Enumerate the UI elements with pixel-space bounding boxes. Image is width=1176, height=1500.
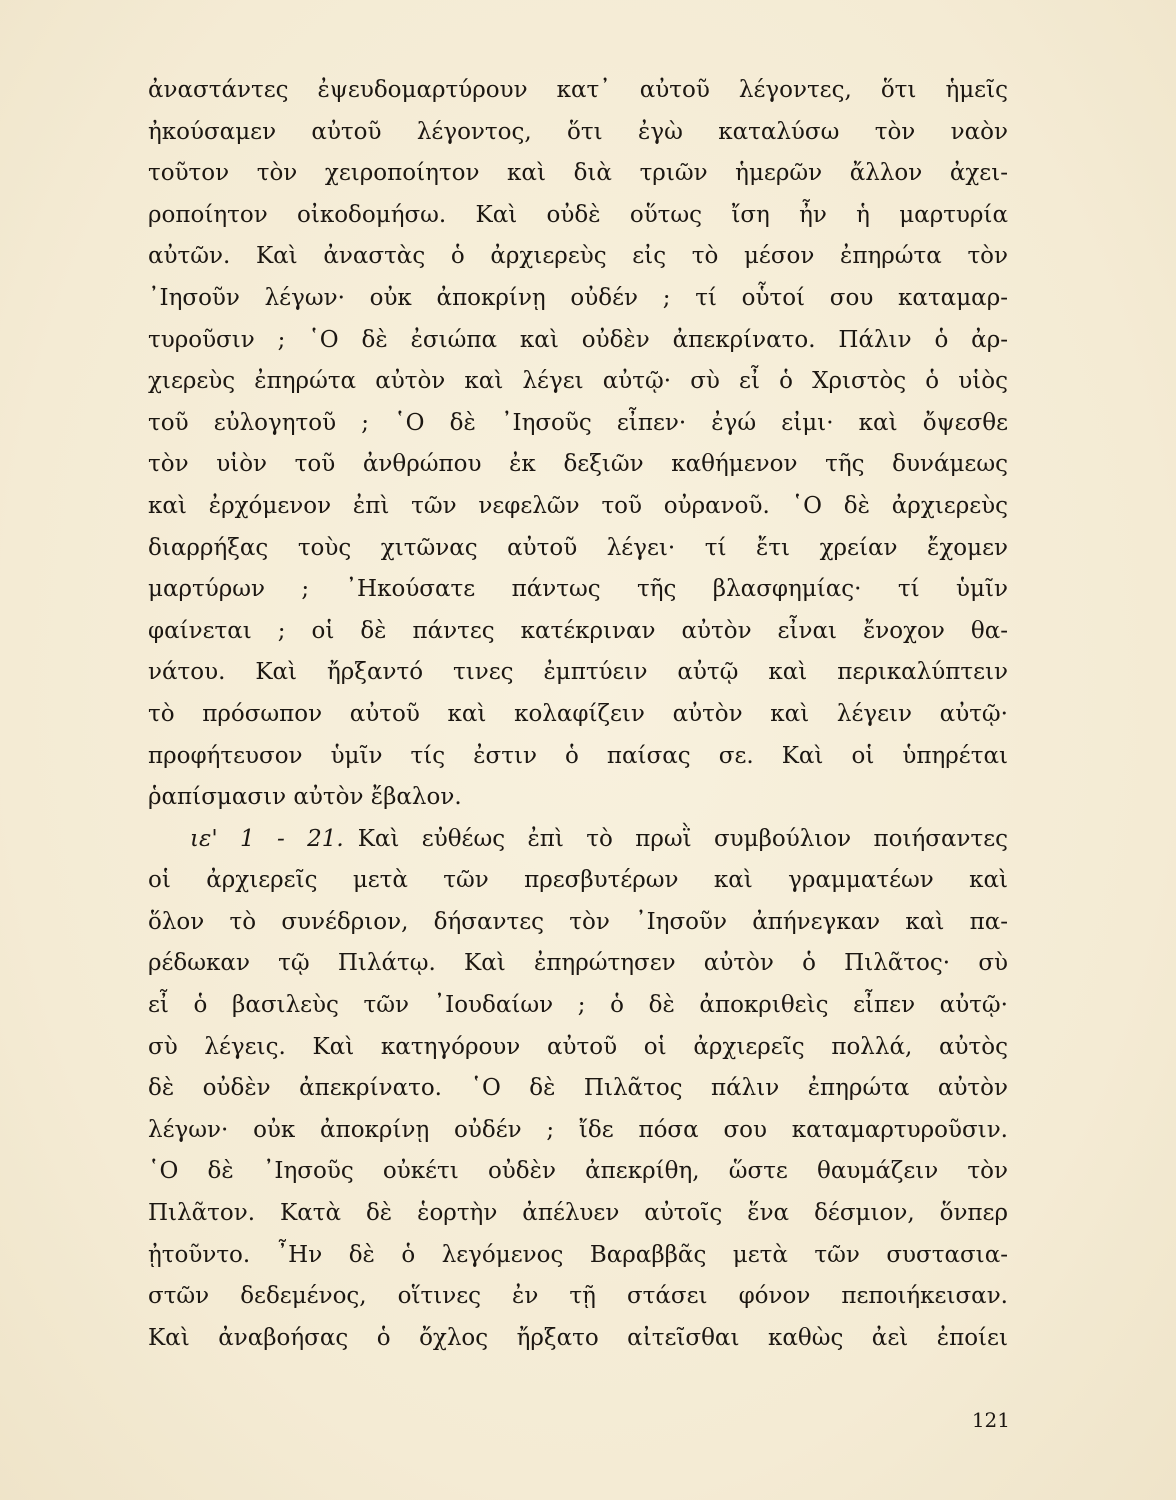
text-line: χιερεὺς ἐπηρώτα αὐτὸν καὶ λέγει αὐτῷ· σὺ εἶ ὁ Χριστὸς ὁ υἱὸς: [148, 368, 1008, 395]
text-line: ῥαπίσμασιν αὐτὸν ἔβαλον.: [148, 784, 462, 811]
text-line: φαίνεται ; οἱ δὲ πάντες κατέκριναν αὐτὸν εἶναι ἔνοχον θα-: [148, 617, 1008, 644]
body-text: [148, 70, 1008, 1359]
text-line: οἱ ἀρχιερεῖς μετὰ τῶν πρεσβυτέρων καὶ γραμματέων καὶ: [148, 867, 1008, 894]
text-line: λέγων· οὐκ ἀποκρίνῃ οὐδέν ; ἴδε πόσα σου καταμαρτυροῦσιν.: [148, 1116, 1008, 1143]
section-reference: ιε' 1 - 21.: [190, 825, 344, 852]
text-line: διαρρήξας τοὺς χιτῶνας αὐτοῦ λέγει· τί ἔτι χρείαν ἔχομεν: [148, 534, 1008, 561]
text-line: ἀναστάντες ἐψευδομαρτύρουν κατ᾿ αὐτοῦ λέγοντες, ὅτι ἡμεῖς: [148, 77, 1008, 103]
text-line: εἶ ὁ βασιλεὺς τῶν ᾿Ιουδαίων ; ὁ δὲ ἀποκριθεὶς εἶπεν αὐτῷ·: [148, 992, 1008, 1019]
text-line: μαρτύρων ; ᾿Ηκούσατε πάντως τῆς βλασφημίας· τί ὑμῖν: [148, 576, 1008, 603]
text-line: τοῦτον τὸν χειροποίητον καὶ διὰ τριῶν ἡμερῶν ἄλλον ἀχει-: [148, 160, 1008, 187]
text-line: δὲ οὐδὲν ἀπεκρίνατο. ῾Ο δὲ Πιλᾶτος πάλιν ἐπηρώτα αὐτὸν: [148, 1075, 1008, 1102]
text-line: καὶ ἐρχόμενον ἐπὶ τῶν νεφελῶν τοῦ οὐρανοῦ. ῾Ο δὲ ἀρχιερεὺς: [148, 492, 1008, 519]
text-line: στῶν δεδεμένος, οἵτινες ἐν τῇ στάσει φόνον πεποιήκεισαν.: [148, 1283, 1008, 1310]
text-line: ῾Ο δὲ ᾿Ιησοῦς οὐκέτι οὐδὲν ἀπεκρίθη, ὥστε θαυμάζειν τὸν: [148, 1158, 1008, 1185]
text-line: αὐτῶν. Καὶ ἀναστὰς ὁ ἀρχιερεὺς εἰς τὸ μέσον ἐπηρώτα τὸν: [148, 243, 1008, 270]
text-line: ᾐτοῦντο. ῏Ην δὲ ὁ λεγόμενος Βαραββᾶς μετὰ τῶν συστασια-: [148, 1241, 1008, 1268]
text-line: ἠκούσαμεν αὐτοῦ λέγοντος, ὅτι ἐγὼ καταλύσω τὸν ναὸν: [148, 118, 1008, 145]
page-number: 121: [971, 1408, 1010, 1432]
text-line: νάτου. Καὶ ἤρξαντό τινες ἐμπτύειν αὐτῷ καὶ περικαλύπτειν: [148, 659, 1008, 686]
text-line: ὅλον τὸ συνέδριον, δήσαντες τὸν ᾿Ιησοῦν ἀπήνεγκαν καὶ πα-: [148, 908, 1008, 935]
text-line: ροποίητον οἰκοδομήσω. Καὶ οὐδὲ οὕτως ἴση ἦν ἡ μαρτυρία: [148, 201, 1008, 228]
text-line: τὸ πρόσωπον αὐτοῦ καὶ κολαφίζειν αὐτὸν καὶ λέγειν αὐτῷ·: [148, 700, 1008, 727]
section-first-line: [148, 819, 1008, 861]
text-line: τοῦ εὐλογητοῦ ; ῾Ο δὲ ᾿Ιησοῦς εἶπεν· ἐγώ εἰμι· καὶ ὄψεσθε: [148, 409, 1008, 436]
text-line: ᾿Ιησοῦν λέγων· οὐκ ἀποκρίνῃ οὐδέν ; τί οὗτοί σου καταμαρ-: [148, 284, 1008, 311]
text-line: ρέδωκαν τῷ Πιλάτῳ. Καὶ ἐπηρώτησεν αὐτὸν ὁ Πιλᾶτος· σὺ: [148, 950, 1008, 977]
text-line: Καὶ ἀναβοήσας ὁ ὄχλος ἤρξατο αἰτεῖσθαι καθὼς ἀεὶ ἐποίει: [148, 1324, 1008, 1351]
text-line: τυροῦσιν ; ῾Ο δὲ ἐσιώπα καὶ οὐδὲν ἀπεκρίνατο. Πάλιν ὁ ἀρ-: [148, 326, 1008, 353]
text-line: προφήτευσον ὑμῖν τίς ἐστιν ὁ παίσας σε. Καὶ οἱ ὑπηρέται: [148, 742, 1008, 769]
text-line: Πιλᾶτον. Κατὰ δὲ ἑορτὴν ἀπέλυεν αὐτοῖς ἕνα δέσμιον, ὅνπερ: [148, 1200, 1008, 1227]
text-line: τὸν υἱὸν τοῦ ἀνθρώπου ἐκ δεξιῶν καθήμενον τῆς δυνάμεως: [148, 451, 1008, 478]
section-first-line-text: Καὶ εὐθέως ἐπὶ τὸ πρωῒ συμβούλιον ποιήσαντες: [357, 825, 1008, 852]
text-line: σὺ λέγεις. Καὶ κατηγόρουν αὐτοῦ οἱ ἀρχιερεῖς πολλά, αὐτὸς: [148, 1033, 1008, 1060]
